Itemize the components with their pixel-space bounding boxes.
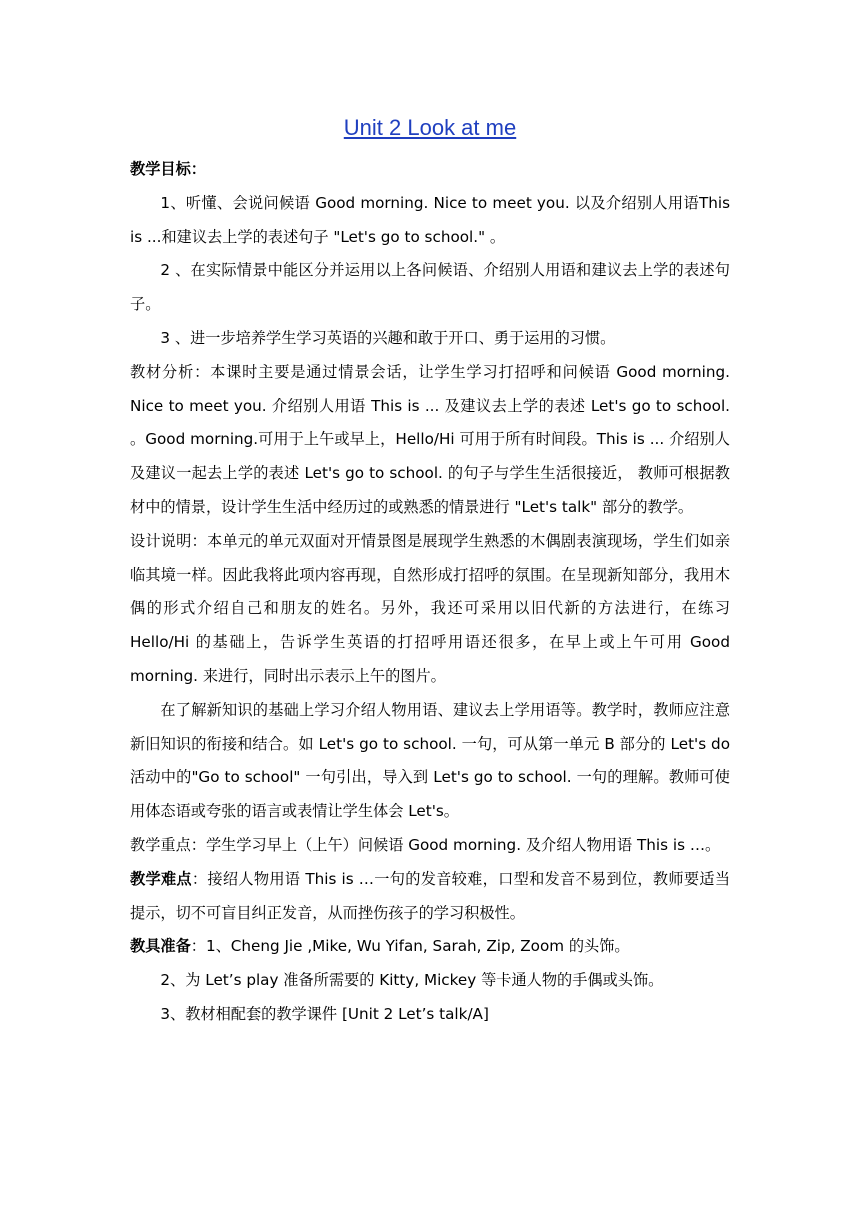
teaching-aids-label: 教具准备: [130, 937, 191, 956]
document-title[interactable]: Unit 2 Look at me: [343, 115, 517, 140]
teaching-aids-text: ：1、Cheng Jie ,Mike, Wu Yifan, Sarah, Zip, Zoom 的头饰。: [190, 937, 630, 956]
section-heading-objectives: 教学目标：: [130, 160, 206, 178]
objective-3: 3 、进一步培养学生学习英语的兴趣和敢于开口、勇于运用的习惯。: [160, 328, 616, 347]
teaching-aid-3: 3、教材相配套的教学课件 [Unit 2 Let’s talk/A]: [160, 1004, 489, 1023]
teaching-difficulties: [130, 863, 730, 931]
design-notes: 设计说明：本单元的单元双面对开情景图是展现学生熟悉的木偶剧表演现场，学生们如亲临其境一样。因此我将此项内容再现，自然形成打招呼的氛围。在呈现新知部分，我用木偶的形式介绍自己和朋友的姓名。另外，我还可采用以旧代新的方法进行，在练习 Hello/Hi 的基础上，告诉学生英语的打招呼用语还很多，在早上或上午可用 Good morning. 来进行，同时出示表示上午的图片。: [130, 531, 730, 685]
teaching-difficulties-label: 教学难点: [130, 869, 192, 888]
teaching-aid-2: 2、为 Let’s play 准备所需要的 Kitty, Mickey 等卡通人物的手偶或头饰。: [160, 971, 664, 990]
material-analysis: 教材分析：本课时主要是通过情景会话，让学生学习打招呼和问候语 Good morning. Nice to meet you. 介绍别人用语 This is ... 及建议去上学的表述 Let's go to school. 。Good morning.可用于上午或早上，Hello/Hi 可用于所有时间段。This is ... 介绍别人及建议一起去上学的表述 Let's go to school. 的句子与学生生活很接近， 教师可根据教材中的情景，设计学生生活中经历过的或熟悉的情景进行 "Let's talk" 部分的教学。: [130, 362, 730, 516]
document-body: [130, 153, 730, 1032]
teaching-key-points: 教学重点：学生学习早上（上午）问候语 Good morning. 及介绍人物用语 This is …。: [130, 835, 721, 854]
teaching-difficulties-text: ：接绍人物用语 This is …一句的发音较难，口型和发音不易到位，教师要适当提示，切不可盲目纠正发音，从而挫伤孩子的学习积极性。: [130, 869, 731, 922]
teaching-aids: [130, 930, 730, 964]
objective-1: 1、听懂、会说问候语 Good morning. Nice to meet you. 以及介绍别人用语This is ...和建议去上学的表述句子 "Let's go to school." 。: [130, 193, 730, 246]
objective-2: 2 、在实际情景中能区分并运用以上各问候语、介绍别人用语和建议去上学的表述句子。: [130, 261, 730, 314]
design-notes-continued: 在了解新知识的基础上学习介绍人物用语、建议去上学用语等。教学时，教师应注意新旧知识的衔接和结合。如 Let's go to school. 一句，可从第一单元 B 部分的 Let's do 活动中的"Go to school" 一句引出，导入到 Let's go to school. 一句的理解。教师可使用体态语或夸张的语言或表情让学生体会 Let's。: [130, 700, 730, 821]
